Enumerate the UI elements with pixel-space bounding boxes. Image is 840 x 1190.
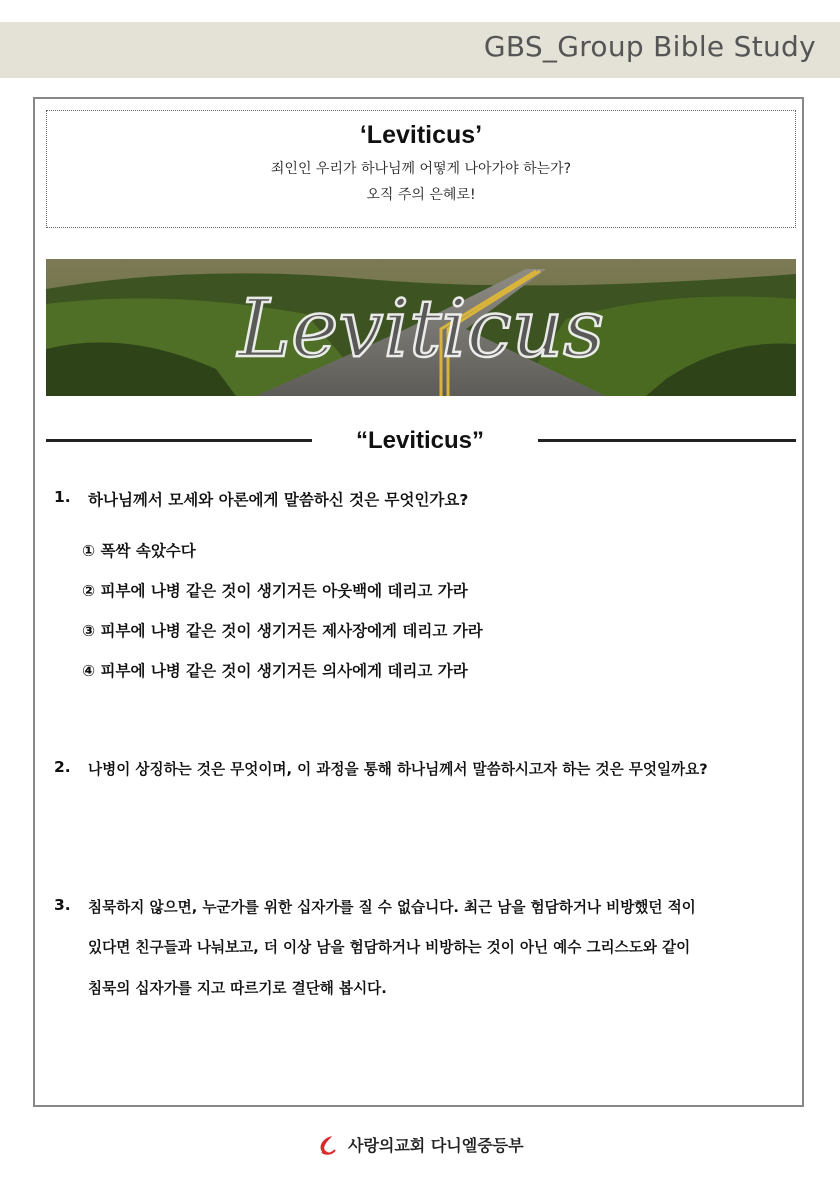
footer xyxy=(0,1133,840,1160)
banner-image xyxy=(46,259,796,396)
subtitle-line-2: 오직 주의 은혜로! xyxy=(366,187,476,203)
option-3: ③ 피부에 나병 같은 것이 생기거든 제사장에게 데리고 가라 xyxy=(82,622,483,640)
option-4: ④ 피부에 나병 같은 것이 생기거든 의사에게 데리고 가라 xyxy=(82,662,468,680)
header-title: GBS_Group Bible Study xyxy=(483,30,816,63)
page-title: ‘Leviticus’ xyxy=(359,121,483,149)
question-number: 2. xyxy=(54,758,71,776)
question-3-line-1: 침묵하지 않으면, 누군가를 위한 십자가를 질 수 없습니다. 최근 남을 험담하거나 비방했던 적이 xyxy=(88,899,696,916)
question-text: 나병이 상징하는 것은 무엇이며, 이 과정을 통해 하나님께서 말씀하시고자 하는 것은 무엇일까요? xyxy=(88,761,708,778)
church-logo-icon xyxy=(316,1134,338,1160)
question-3-line-3: 침묵의 십자가를 지고 따르기로 결단해 봅시다. xyxy=(88,980,387,997)
question-text: 하나님께서 모세와 아론에게 말씀하신 것은 무엇인가요? xyxy=(88,491,469,509)
option-2: ② 피부에 나병 같은 것이 생기거든 아웃백에 데리고 가라 xyxy=(82,582,468,600)
option-1: ① 폭싹 속았수다 xyxy=(82,542,196,560)
question-number: 1. xyxy=(54,488,71,506)
subtitle-line-1: 죄인인 우리가 하나님께 어떻게 나아가야 하는가? xyxy=(270,161,572,177)
question-number: 3. xyxy=(54,896,71,914)
divider-left xyxy=(46,439,312,442)
divider-right xyxy=(538,439,796,442)
section-title: “Leviticus” xyxy=(355,427,485,454)
footer-text: 사랑의교회 다니엘중등부 xyxy=(347,1136,524,1155)
header-band xyxy=(0,22,840,78)
question-3-line-2: 있다면 친구들과 나눠보고, 더 이상 남을 험담하거나 비방하는 것이 아닌 예수 그리스도와 같이 xyxy=(88,939,691,956)
title-box xyxy=(46,110,796,228)
banner-title: Leviticus xyxy=(237,282,605,375)
